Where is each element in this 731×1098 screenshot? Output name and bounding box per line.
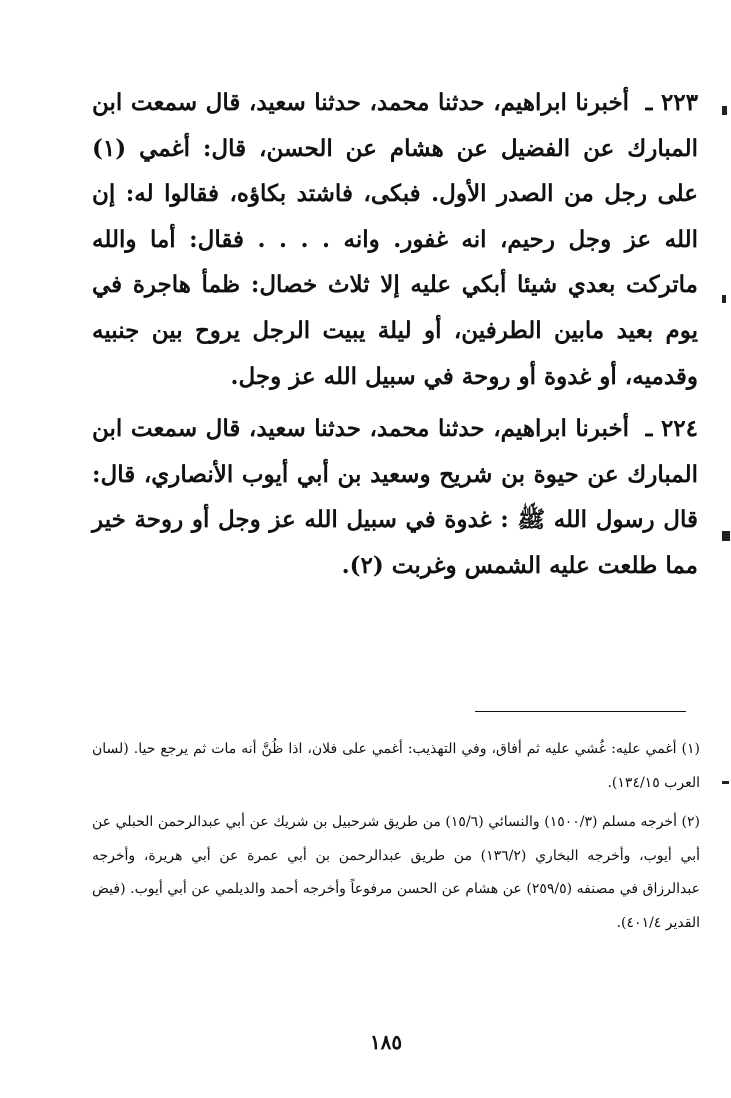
footnotes [92,733,700,946]
hadith-number: ٢٢٤ ـ [645,415,698,443]
footnote-1: (١) أغمي عليه: غُشي عليه ثم أفاق، وفي التهذيب: أغمي على فلان، اذا ظُنَّ أنه مات ثم يرجع حيا. (لسان العرب ١٣٤/١٥). [92,741,700,791]
hadith-223 [92,80,698,399]
scan-edge-mark [722,531,730,541]
scan-edge-mark [722,106,727,115]
hadith-number: ٢٢٣ ـ [645,89,698,116]
hadith-224 [92,406,698,588]
page-number: ١٨٥ [369,1030,403,1054]
hadith-text: أخبرنا ابراهيم، حدثنا محمد، حدثنا سعيد، قال سمعت ابن المبارك عن الفضيل عن هشام عن الحسن، قال: أغمي (١) على رجل من الصدر الأول. فبكى، فاشتد بكاؤه، فقالوا له: إن الله عز وجل رحيم، انه غفور. وانه . . . . فقال: أما والله ماتركت بعدي شيئا أبكي عليه إلا ثلاث خصال: ظمأ هاجرة في يوم بعيد مابين الطرفين، أو ليلة يبيت الرجل يروح بين جنبيه وقدميه، أو غدوة أو روحة في سبيل الله عز وجل. [92,89,698,390]
scan-edge-mark [722,781,729,784]
footnote-divider [475,711,686,712]
hadith-text: أخبرنا ابراهيم، حدثنا محمد، حدثنا سعيد، قال سمعت ابن المبارك عن حيوة بن شريح وسعيد بن أبي أيوب الأنصاري، قال: قال رسول الله ﷺ : غدوة في سبيل الله عز وجل أو روحة خير مما طلعت عليه الشمس وغربت (٢). [92,415,698,579]
scan-edge-mark [722,295,726,303]
main-text [92,80,698,596]
footnote-2: (٢) أخرجه مسلم (١٥٠٠/٣) والنسائي (١٥/٦) من طريق شرحبيل بن شريك عن أبي عبدالرحمن الحبلي عن أبي أيوب، وأخرجه البخاري (١٣٦/٢) من طريق عبدالرحمن بن أبي عمرة عن أبي هريرة، وأخرجه عبدالرزاق في مصنفه (٢٥٩/٥) عن هشام عن الحسن مرفوعاً وأخرجه أحمد والديلمي عن أبي أيوب. (فيض القدير ٤٠١/٤). [92,814,700,931]
